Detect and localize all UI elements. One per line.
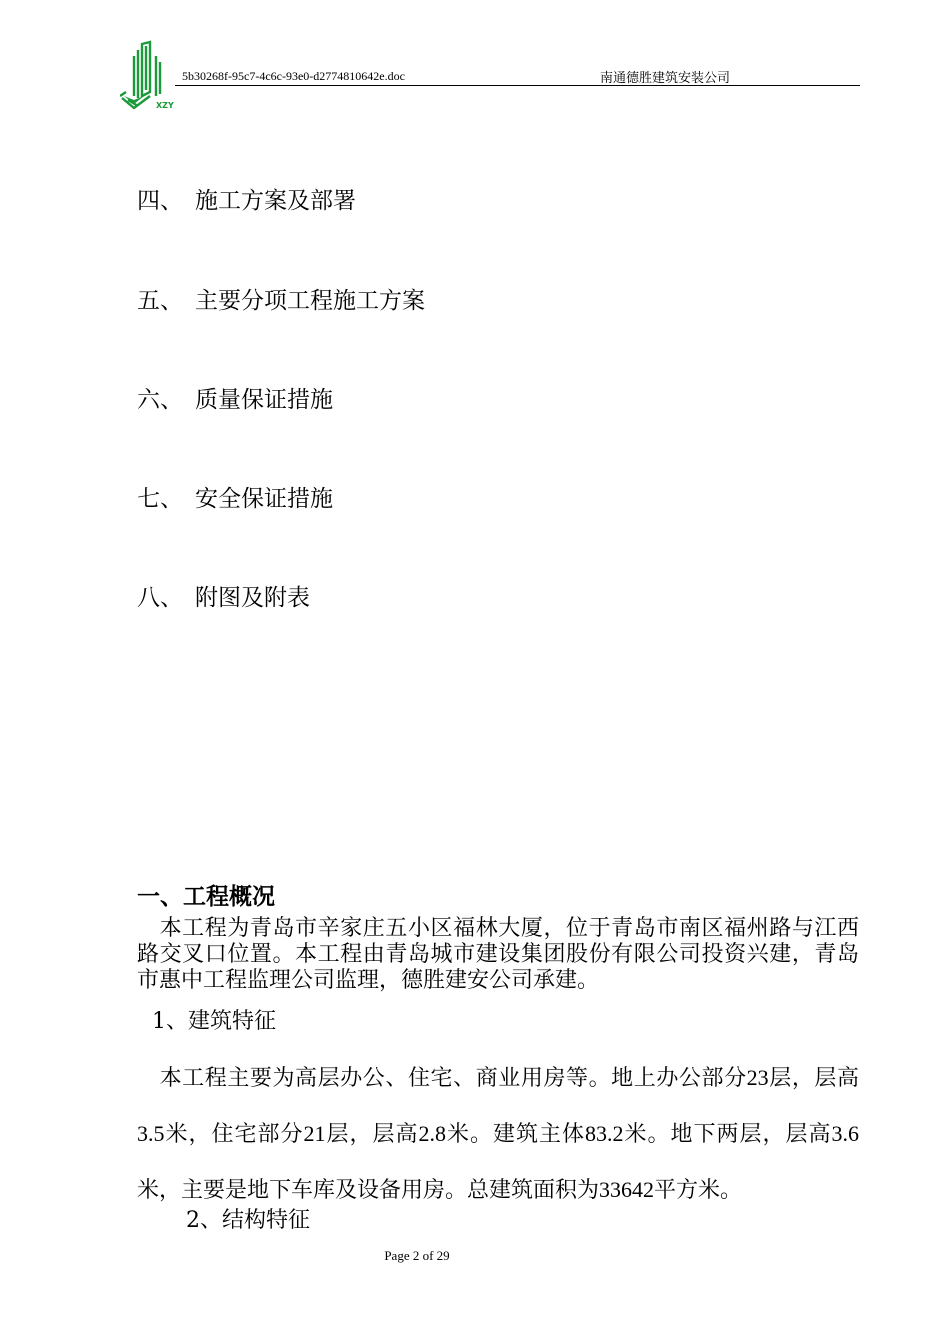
toc-title: 主要分项工程施工方案 <box>195 288 425 314</box>
document-filename: 5b30268f-95c7-4c6c-93e0-d2774810642e.doc <box>182 69 405 83</box>
toc-title: 附图及附表 <box>195 585 310 611</box>
company-name: 南通德胜建筑安装公司 <box>600 71 731 86</box>
company-logo <box>120 40 180 112</box>
toc-item <box>137 579 310 612</box>
logo-text: XZY <box>156 101 174 110</box>
toc-title: 安全保证措施 <box>195 486 333 512</box>
subsection-heading-structure: 2、结构特征 <box>186 1208 310 1233</box>
building-features-paragraph: 本工程主要为高层办公、住宅、商业用房等。地上办公部分23层，层高3.5米，住宅部分21层，层高2.8米。建筑主体83.2米。地下两层，层高3.6米，主要是地下车库及设备用房。总建筑面积为33642平方米。 <box>137 1065 859 1202</box>
header-divider <box>175 85 860 86</box>
toc-number: 四、 <box>137 188 183 214</box>
toc-title: 质量保证措施 <box>195 387 333 413</box>
toc-item <box>137 282 425 315</box>
toc-number: 七、 <box>137 486 183 512</box>
toc-item <box>137 381 333 414</box>
page-number: Page 2 of 29 <box>384 1248 450 1263</box>
toc-item <box>137 480 333 513</box>
section-heading: 一、工程概况 <box>137 884 275 910</box>
building-logo-icon <box>120 40 180 112</box>
subsection-heading-building: 1、建筑特征 <box>152 1009 276 1034</box>
toc-number: 八、 <box>137 585 183 611</box>
toc-number: 五、 <box>137 288 183 314</box>
toc-item <box>137 182 356 215</box>
toc-number: 六、 <box>137 387 183 413</box>
intro-paragraph: 本工程为青岛市辛家庄五小区福林大厦，位于青岛市南区福州路与江西路交叉口位置。本工程由青岛城市建设集团股份有限公司投资兴建，青岛市惠中工程监理公司监理，德胜建安公司承建。 <box>137 916 859 993</box>
page-header <box>120 40 860 112</box>
toc-title: 施工方案及部署 <box>195 188 356 214</box>
